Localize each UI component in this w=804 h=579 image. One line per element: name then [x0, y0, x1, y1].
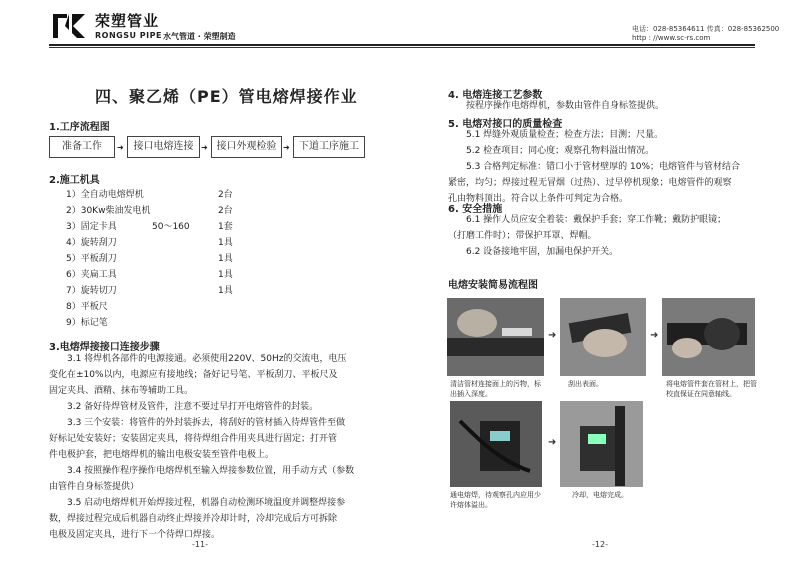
- text-line: 数，焊接过程完成后机器自动终止焊接并冷却计时，冷却完成后方可拆除: [49, 514, 338, 524]
- contact-phone: 电话：028-85364611 传真：028-85362500: [632, 25, 780, 33]
- text-line: 固定夹具、酒精、抹布等辅助工具。: [49, 386, 194, 396]
- text-line: 紧密，均匀；焊接过程无冒烟（过热）、过早停机现象；电熔管件的观察: [448, 178, 732, 188]
- text-line: 件电极护套，把电熔焊机的输出电极安装至管件电极上。: [49, 450, 275, 460]
- tool-name: 7）旋转切刀: [66, 286, 117, 296]
- safety-text: [448, 212, 760, 260]
- tool-name: 6）夹扁工具: [66, 270, 117, 280]
- brand-name-en: RONGSU PIPE: [95, 31, 162, 40]
- text-line: 3.2 备好待焊管材及管件，注意不要过早打开电熔管件的封装。: [67, 402, 319, 412]
- params-text: [448, 98, 760, 114]
- text-line: 5.3 合格判定标准：错口小于管材壁厚的 10%；电熔管件与管材结合: [466, 162, 741, 172]
- page-number-left: -11-: [192, 540, 208, 549]
- company-logo: [49, 10, 89, 42]
- text-line: 3.4 按照操作程序操作电熔焊机至输入焊接参数位置，用手动方式（参数: [67, 466, 355, 476]
- text-line: 好标记处安装好；安装固定夹具，将待焊组合件用夹具进行固定；打开管: [49, 434, 338, 444]
- section-heading-tools: 2.施工机具: [49, 175, 100, 186]
- install-caption-4: 通电熔焊，待观察孔内应用少许熔体溢出。: [450, 491, 541, 509]
- header-rule: [49, 44, 755, 46]
- install-flow-heading: 电熔安装简易流程图: [448, 280, 538, 291]
- install-photo-clean: [447, 298, 544, 376]
- text-line: 电极及固定夹具，进行下一个待焊口焊接。: [49, 530, 221, 540]
- tool-name: 4）旋转刮刀: [66, 238, 117, 248]
- flow-step-4: 下道工序施工: [293, 136, 365, 158]
- text-line: 5.2 检查项目；同心度；观察孔物料溢出情况。: [466, 146, 655, 156]
- contact-web: http : //www.sc-rs.com: [632, 34, 711, 42]
- page-number-right: -12-: [592, 540, 608, 549]
- flow-step-1: 准备工作: [49, 136, 115, 158]
- quality-text: [448, 127, 760, 207]
- text-line: （打磨工件时）；带保护耳罩、焊帽。: [448, 231, 597, 241]
- flow-arrow-icon: ➜: [201, 143, 208, 152]
- text-line: 变化在±10%以内，电源应有接地线；备好记号笔、平板刮刀、平板尺及: [49, 370, 338, 380]
- text-line: 3.5 启动电熔焊机开始焊接过程，机器自动检测环境温度并调整焊接参: [67, 498, 346, 508]
- tool-spec: 50～160: [152, 222, 190, 232]
- flow-arrow-icon: ➜: [283, 143, 290, 152]
- tool-qty: 1具: [218, 286, 233, 296]
- tool-qty: 1具: [218, 254, 233, 264]
- install-caption-1: 清洁管材连接面上的污物，标出插入深度。: [450, 380, 541, 398]
- text-line: 6.2 设备接地牢固，加漏电保护开关。: [466, 247, 619, 257]
- tool-qty: 1套: [218, 222, 233, 232]
- step-arrow-icon: ➜: [650, 330, 659, 341]
- tool-name: 1）全自动电熔焊机: [66, 190, 144, 200]
- install-photo-fit: [662, 298, 755, 376]
- steps-text: [49, 351, 369, 543]
- text-line: 按程序操作电熔焊机，参数由管件自身标签提供。: [466, 101, 665, 111]
- section-heading-process: 1.工序流程图: [49, 122, 110, 133]
- tool-qty: 1具: [218, 238, 233, 248]
- text-line: 3.3 三个安装：将管件的外封装拆去，将刮好的管材插入待焊管件至做: [67, 418, 346, 428]
- text-line: 6.1 操作人员应安全着装：戴保护手套；穿工作靴；戴防护眼镜；: [466, 215, 727, 225]
- tool-qty: 1具: [218, 270, 233, 280]
- tool-qty: 2台: [218, 190, 233, 200]
- section-heading-quality: 5. 电熔对接口的质量检查: [448, 119, 563, 130]
- text-line: 孔由物料顶出。符合以上条件可判定为合格。: [448, 194, 629, 204]
- tool-name: 5）平板刮刀: [66, 254, 117, 264]
- install-photo-weld: [450, 401, 542, 487]
- tool-qty: 2台: [218, 206, 233, 216]
- text-line: 由管件自身标签提供）: [49, 482, 140, 492]
- flow-step-2: 接口电熔连接: [127, 136, 200, 158]
- text-line: 5.1 焊缝外观质量检查；检查方法；目测；尺量。: [466, 130, 664, 140]
- section-heading-params: 4. 电熔连接工艺参数: [448, 90, 543, 101]
- install-caption-3: 将电熔管件套在管材上，把管校直保证在同意轴线。: [666, 380, 757, 398]
- flow-step-3: 接口外观检验: [211, 136, 282, 158]
- tool-name: 3）固定卡具: [66, 222, 117, 232]
- install-caption-5: 冷却，电熔完成。: [572, 491, 628, 499]
- header-rule-thin: [49, 47, 755, 48]
- page-title: 四、聚乙烯（PE）管电熔焊接作业: [95, 87, 358, 106]
- install-caption-2: 刮出表面。: [568, 380, 603, 388]
- brand-name-cn: 荣塑管业: [95, 12, 160, 30]
- install-photo-scrape: [560, 298, 646, 376]
- flow-arrow-icon: ➜: [117, 143, 124, 152]
- section-heading-safety: 6. 安全措施: [448, 204, 503, 215]
- step-arrow-icon: ➜: [548, 437, 557, 448]
- install-photo-cool: [560, 401, 643, 487]
- tool-name: 9）标记笔: [66, 318, 108, 328]
- step-arrow-icon: ➜: [548, 330, 557, 341]
- section-heading-steps: 3.电熔焊接接口连接步骤: [49, 342, 160, 353]
- tool-name: 2）30Kw柴油发电机: [66, 206, 151, 216]
- brand-slogan: 水气管道 · 荣塑制造: [163, 32, 236, 41]
- tool-name: 8）平板尺: [66, 302, 108, 312]
- text-line: 3.1 将焊机各部件的电源接通。必须使用220V、50Hz的交流电，电压: [67, 354, 347, 364]
